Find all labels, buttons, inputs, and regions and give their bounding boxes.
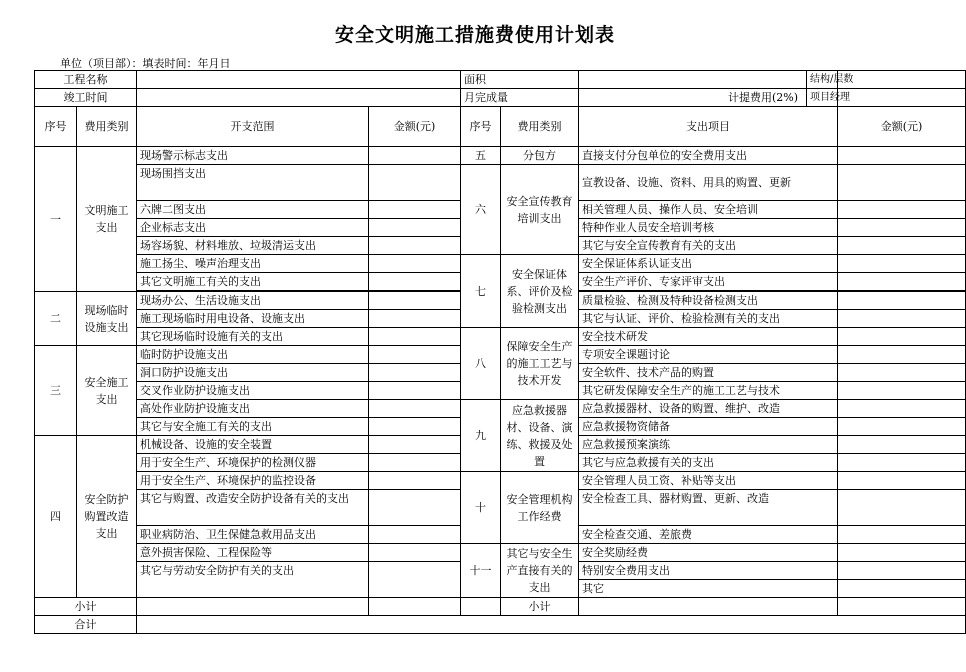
group-category-right: 安全管理机构工作经费: [501, 472, 579, 544]
scope-item: 临时防护设施支出: [137, 346, 369, 364]
scope-item: 其它与劳动安全防护有关的支出: [137, 562, 369, 598]
header-amount: 金额(元): [369, 107, 461, 147]
group-number-right: 五: [461, 147, 501, 165]
group-number-right: 七: [461, 255, 501, 328]
expense-item: 安全技术研发: [579, 328, 838, 346]
expense-item: 其它与安全宣传教育有关的支出: [579, 237, 838, 255]
subtotal-label-left: 小计: [35, 598, 137, 616]
group-category: 安全防护购置改造支出: [77, 436, 137, 598]
amount-cell-right[interactable]: [838, 147, 966, 165]
total-row: [35, 616, 966, 634]
subtotal-blank-right-2: [579, 598, 838, 616]
amount-cell[interactable]: [369, 544, 461, 562]
expense-item: 特别安全费用支出: [579, 562, 838, 580]
amount-cell[interactable]: [369, 165, 461, 201]
amount-cell-right[interactable]: [838, 219, 966, 237]
table-row: [35, 400, 966, 418]
expense-item: 质量检验、检测及特种设备检测支出: [579, 292, 838, 310]
expense-item: 专项安全课题讨论: [579, 346, 838, 364]
group-category-right: 分包方: [501, 147, 579, 165]
form-info-line: 单位（项目部）：填表时间：年月日: [60, 57, 231, 70]
amount-cell-right[interactable]: [838, 472, 966, 490]
group-number-right: 十一: [461, 544, 501, 598]
project-name-label: 工程名称: [35, 71, 137, 89]
header-seq: 序号: [35, 107, 77, 147]
total-amount[interactable]: [137, 616, 966, 634]
table-row: [35, 472, 966, 490]
amount-cell-right[interactable]: [838, 580, 966, 598]
amount-cell-right[interactable]: [838, 526, 966, 544]
amount-cell-right[interactable]: [838, 364, 966, 382]
structure-floors-value[interactable]: [838, 71, 966, 89]
group-number: 三: [35, 346, 77, 436]
group-number: 一: [35, 147, 77, 292]
amount-cell-right[interactable]: [838, 346, 966, 364]
scope-item: 六牌二图支出: [137, 201, 369, 219]
group-category-right: 应急救援器材、设备、演练、救援及处置: [501, 400, 579, 472]
scope-item: 其它现场临时设施有关的支出: [137, 328, 369, 346]
amount-cell-right[interactable]: [838, 400, 966, 418]
group-number: 四: [35, 436, 77, 598]
expense-item: 其它: [579, 580, 838, 598]
expense-item: 其它研发保障安全生产的施工工艺与技术: [579, 382, 838, 400]
scope-item: 现场警示标志支出: [137, 147, 369, 165]
header-items: 支出项目: [579, 107, 838, 147]
subtotal-blank-right: [461, 598, 501, 616]
amount-cell[interactable]: [369, 490, 461, 526]
page-title: 安全文明施工措施费使用计划表: [334, 24, 615, 46]
amount-cell-right[interactable]: [838, 454, 966, 472]
subtotal-blank-left: [137, 598, 369, 616]
amount-cell-right[interactable]: [838, 201, 966, 219]
amount-cell-right[interactable]: [838, 418, 966, 436]
scope-item: 场容场貌、材料堆放、垃圾清运支出: [137, 237, 369, 255]
amount-cell-right[interactable]: [838, 255, 966, 273]
expense-item: 其它与认证、评价、检验检测有关的支出: [579, 310, 838, 328]
subtotal-row: [35, 598, 966, 616]
scope-item: 机械设备、设施的安全装置: [137, 436, 369, 454]
scope-item: 现场围挡支出: [137, 165, 369, 201]
group-number-right: 八: [461, 328, 501, 400]
amount-cell-right[interactable]: [838, 165, 966, 201]
amount-cell-right[interactable]: [838, 382, 966, 400]
group-category: 现场临时设施支出: [77, 292, 137, 346]
expense-item: 安全管理人员工资、补贴等支出: [579, 472, 838, 490]
completion-time-value[interactable]: [137, 89, 461, 107]
scope-item: 其它与安全施工有关的支出: [137, 418, 369, 436]
expense-item: 其它与应急救援有关的支出: [579, 454, 838, 472]
expense-item: 宣教设备、设施、资料、用具的购置、更新: [579, 165, 838, 201]
scope-item: 施工现场临时用电设备、设施支出: [137, 310, 369, 328]
scope-item: 高处作业防护设施支出: [137, 400, 369, 418]
amount-cell-right[interactable]: [838, 237, 966, 255]
project-name-value[interactable]: [137, 71, 461, 89]
header-category-right: 费用类别: [501, 107, 579, 147]
scope-item: 企业标志支出: [137, 219, 369, 237]
expense-item: 相关管理人员、操作人员、安全培训: [579, 201, 838, 219]
amount-cell[interactable]: [369, 255, 461, 273]
amount-cell[interactable]: [369, 328, 461, 346]
subtotal-label-right: 小计: [501, 598, 579, 616]
expense-item: 安全奖励经费: [579, 544, 838, 562]
amount-cell[interactable]: [369, 454, 461, 472]
amount-cell[interactable]: [369, 364, 461, 382]
scope-item: 交叉作业防护设施支出: [137, 382, 369, 400]
scope-item: 洞口防护设施支出: [137, 364, 369, 382]
amount-cell-right[interactable]: [838, 544, 966, 562]
group-number-right: 六: [461, 165, 501, 255]
amount-cell[interactable]: [369, 526, 461, 544]
amount-cell[interactable]: [369, 472, 461, 490]
amount-cell[interactable]: [369, 273, 461, 291]
expense-item: 直接支付分包单位的安全费用支出: [579, 147, 838, 165]
amount-cell[interactable]: [369, 400, 461, 418]
scope-item: 意外损害保险、工程保险等: [137, 544, 369, 562]
scope-item: 其它与购置、改造安全防护设备有关的支出: [137, 490, 369, 526]
group-category: 安全施工支出: [77, 346, 137, 436]
header-category: 费用类别: [77, 107, 137, 147]
amount-cell[interactable]: [369, 237, 461, 255]
amount-cell-right[interactable]: [838, 273, 966, 291]
scope-item: 用于安全生产、环境保护的监控设备: [137, 472, 369, 490]
header-scope: 开支范围: [137, 107, 369, 147]
group-category-right: 保障安全生产的施工工艺与技术开发: [501, 328, 579, 400]
scope-item: 职业病防治、卫生保健急救用品支出: [137, 526, 369, 544]
info-row-2: [35, 89, 966, 107]
header-amount-right: 金额(元): [838, 107, 966, 147]
amount-cell[interactable]: [369, 562, 461, 598]
amount-cell[interactable]: [369, 219, 461, 237]
expense-item: 应急救援物资储备: [579, 418, 838, 436]
area-value[interactable]: [579, 71, 807, 89]
amount-cell[interactable]: [369, 382, 461, 400]
group-number: 二: [35, 292, 77, 346]
amount-cell[interactable]: [369, 201, 461, 219]
table-row: [35, 165, 966, 201]
group-category: 文明施工支出: [77, 147, 137, 292]
expense-item: 应急救援预案演练: [579, 436, 838, 454]
amount-cell[interactable]: [369, 346, 461, 364]
monthly-output-label: 月完成量: [461, 89, 579, 107]
subtotal-amount-left[interactable]: [369, 598, 461, 616]
expense-item: 安全软件、技术产品的购置: [579, 364, 838, 382]
project-manager-label: 项目经理: [807, 89, 838, 107]
structure-floors-label: 结构/层数: [807, 71, 838, 89]
amount-cell[interactable]: [369, 310, 461, 328]
area-label: 面积: [461, 71, 579, 89]
info-row-1: [35, 71, 966, 89]
amount-cell[interactable]: [369, 292, 461, 310]
amount-cell-right[interactable]: [838, 490, 966, 526]
expense-item: 特种作业人员安全培训考核: [579, 219, 838, 237]
scope-item: 用于安全生产、环境保护的检测仪器: [137, 454, 369, 472]
table-header-row: [35, 107, 966, 147]
table-row: [35, 328, 966, 346]
amount-cell-right[interactable]: [838, 292, 966, 310]
amount-cell[interactable]: [369, 147, 461, 165]
project-manager-value[interactable]: [838, 89, 966, 107]
scope-item: 其它文明施工有关的支出: [137, 273, 369, 291]
group-category-right: 其它与安全生产直接有关的支出: [501, 544, 579, 598]
expense-item: 安全保证体系认证支出: [579, 255, 838, 273]
group-category-right: 安全宣传教育培训支出: [501, 165, 579, 255]
table-row: [35, 147, 966, 165]
group-number-right: 九: [461, 400, 501, 472]
amount-cell[interactable]: [369, 418, 461, 436]
amount-cell-right[interactable]: [838, 562, 966, 580]
group-category-right: 安全保证体系、评价及检验检测支出: [501, 255, 579, 328]
scope-item: 现场办公、生活设施支出: [137, 292, 369, 310]
expense-item: 安全检查交通、差旅费: [579, 526, 838, 544]
amount-cell[interactable]: [369, 436, 461, 454]
cost-plan-table: [34, 70, 966, 634]
group-number-right: 十: [461, 472, 501, 544]
total-label: 合计: [35, 616, 137, 634]
header-seq-right: 序号: [461, 107, 501, 147]
expense-item: 安全检查工具、器材购置、更新、改造: [579, 490, 838, 526]
amount-cell-right[interactable]: [838, 310, 966, 328]
accrued-cost-label: 计提费用(2%): [579, 89, 807, 107]
expense-item: 应急救援器材、设备的购置、维护、改造: [579, 400, 838, 418]
completion-time-label: 竣工时间: [35, 89, 137, 107]
subtotal-amount-right[interactable]: [838, 598, 966, 616]
scope-item: 施工扬尘、噪声治理支出: [137, 255, 369, 273]
amount-cell-right[interactable]: [838, 328, 966, 346]
table-row: [35, 255, 966, 273]
expense-item: 安全生产评价、专家评审支出: [579, 273, 838, 291]
table-row: [35, 544, 966, 562]
amount-cell-right[interactable]: [838, 436, 966, 454]
